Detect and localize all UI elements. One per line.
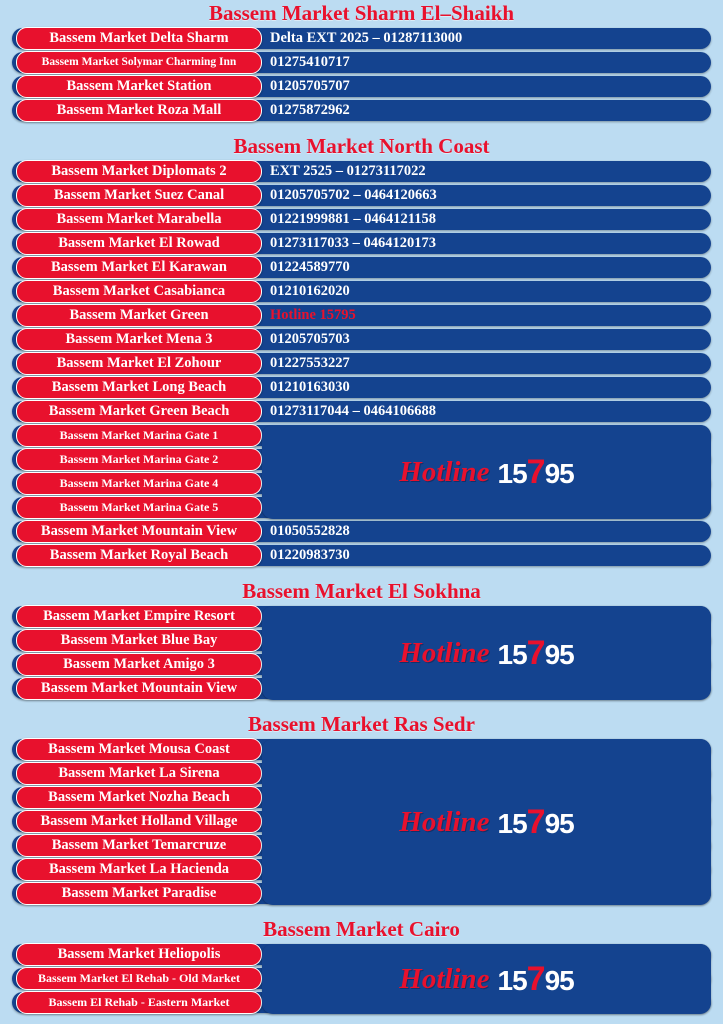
section-sharm-el-shaikh — [0, 0, 723, 122]
branch-row[interactable] — [0, 51, 723, 74]
branch-name-tag[interactable]: Bassem Market Marina Gate 5 — [16, 496, 262, 519]
branch-phone: 01273117033 – 0464120173 — [270, 235, 436, 251]
branch-name-tag[interactable]: Bassem Market Nozha Beach — [16, 786, 262, 809]
branch-phone: 01221999881 – 0464121158 — [270, 211, 436, 227]
hotline-word: Hotline — [399, 962, 490, 995]
branch-row[interactable] — [0, 184, 723, 207]
section-rows — [0, 160, 723, 567]
branch-name-tag[interactable]: Bassem Market Mena 3 — [16, 328, 262, 351]
hotline-seven: 7 — [526, 452, 545, 491]
branch-name-tag[interactable]: Bassem Market Mountain View — [16, 677, 262, 700]
hotline-seven: 7 — [526, 633, 545, 672]
branch-phone: 01224589770 — [270, 259, 350, 275]
branch-name-tag[interactable]: Bassem Market Blue Bay — [16, 629, 262, 652]
branch-name-tag[interactable]: Bassem El Rehab - Eastern Market — [16, 991, 262, 1014]
hotline-suffix: 95 — [544, 807, 574, 839]
branch-name-tag[interactable]: Bassem Market Paradise — [16, 882, 262, 905]
branch-row[interactable] — [0, 400, 723, 423]
hotline-prefix: 15 — [497, 964, 527, 996]
hotline-suffix: 95 — [544, 964, 574, 996]
hotline-number — [498, 803, 574, 842]
branch-row[interactable] — [0, 256, 723, 279]
branch-name-tag[interactable]: Bassem Market Solymar Charming Inn — [16, 51, 262, 74]
branch-name-tag[interactable]: Bassem Market Marabella — [16, 208, 262, 231]
hotline-banner — [262, 944, 711, 1014]
branch-row[interactable] — [0, 352, 723, 375]
branch-name-tag[interactable]: Bassem Market Royal Beach — [16, 544, 262, 567]
section-spacer — [0, 701, 723, 711]
hotline-number — [498, 634, 574, 673]
branch-row[interactable] — [0, 376, 723, 399]
branch-row[interactable] — [0, 232, 723, 255]
branch-phone: 01275872962 — [270, 102, 350, 118]
branch-name-tag[interactable]: Bassem Market Mousa Coast — [16, 738, 262, 761]
branch-phone: 01205705702 – 0464120663 — [270, 187, 437, 203]
section-cairo — [0, 916, 723, 1014]
hotline-banner — [262, 606, 711, 700]
section-ras-sedr — [0, 711, 723, 905]
branch-row[interactable] — [0, 160, 723, 183]
section-title: Bassem Market North Coast — [233, 134, 490, 158]
section-rows — [0, 738, 723, 905]
branch-row[interactable] — [0, 328, 723, 351]
branch-phone: 01050552828 — [270, 523, 350, 539]
branch-name-tag[interactable]: Bassem Market Mountain View — [16, 520, 262, 543]
hotline-number — [498, 960, 574, 999]
section-spacer — [0, 123, 723, 133]
hotline-suffix: 95 — [544, 457, 574, 489]
section-rows — [0, 27, 723, 122]
section-title: Bassem Market El Sokhna — [242, 579, 481, 603]
hotline-banner — [262, 739, 711, 905]
hotline-suffix: 95 — [544, 638, 574, 670]
branch-phone: 01220983730 — [270, 547, 350, 563]
branch-name-tag[interactable]: Bassem Market Holland Village — [16, 810, 262, 833]
section-title: Bassem Market Cairo — [263, 917, 460, 941]
branch-phone: 01205705703 — [270, 331, 350, 347]
branch-name-tag[interactable]: Bassem Market El Rehab - Old Market — [16, 967, 262, 990]
hotline-word: Hotline — [399, 805, 490, 838]
branch-name-tag[interactable]: Bassem Market La Hacienda — [16, 858, 262, 881]
hotline-banner — [262, 425, 711, 519]
branch-row[interactable] — [0, 27, 723, 50]
branch-row[interactable] — [0, 280, 723, 303]
branch-name-tag[interactable]: Bassem Market Green Beach — [16, 400, 262, 423]
branch-row[interactable] — [0, 208, 723, 231]
hotline-number — [498, 453, 574, 492]
branch-phone: 01227553227 — [270, 355, 350, 371]
branch-name-tag[interactable]: Bassem Market Temarcruze — [16, 834, 262, 857]
branch-name-tag[interactable]: Bassem Market Heliopolis — [16, 943, 262, 966]
branch-name-tag[interactable]: Bassem Market Amigo 3 — [16, 653, 262, 676]
branch-name-tag[interactable]: Bassem Market Roza Mall — [16, 99, 262, 122]
hotline-word: Hotline — [399, 455, 490, 488]
section-spacer — [0, 568, 723, 578]
section-title: Bassem Market Sharm El–Shaikh — [208, 1, 515, 25]
section-rows — [0, 943, 723, 1014]
branch-name-tag[interactable]: Bassem Market Marina Gate 1 — [16, 424, 262, 447]
branch-name-tag[interactable]: Bassem Market Suez Canal — [16, 184, 262, 207]
branch-row[interactable] — [0, 544, 723, 567]
branch-name-tag[interactable]: Bassem Market Station — [16, 75, 262, 98]
branch-name-tag[interactable]: Bassem Market Green — [16, 304, 262, 327]
section-north-coast — [0, 133, 723, 567]
branch-phone: 01273117044 – 0464106688 — [270, 403, 436, 419]
section-rows — [0, 605, 723, 700]
branch-row[interactable] — [0, 520, 723, 543]
branch-phone: 01210162020 — [270, 283, 350, 299]
branch-name-tag[interactable]: Bassem Market Empire Resort — [16, 605, 262, 628]
branch-row[interactable] — [0, 75, 723, 98]
hotline-prefix: 15 — [497, 807, 527, 839]
branch-name-tag[interactable]: Bassem Market Delta Sharm — [16, 27, 262, 50]
branch-name-tag[interactable]: Bassem Market Casabianca — [16, 280, 262, 303]
branch-phone: 01275410717 — [270, 54, 350, 70]
section-title: Bassem Market Ras Sedr — [248, 712, 475, 736]
section-spacer — [0, 906, 723, 916]
hotline-prefix: 15 — [497, 457, 527, 489]
branch-row[interactable] — [0, 99, 723, 122]
branch-name-tag[interactable]: Bassem Market El Rowad — [16, 232, 262, 255]
hotline-word: Hotline — [399, 636, 490, 669]
branch-name-tag[interactable]: Bassem Market El Karawan — [16, 256, 262, 279]
branch-row[interactable] — [0, 304, 723, 327]
hotline-prefix: 15 — [497, 638, 527, 670]
branch-name-tag[interactable]: Bassem Market El Zohour — [16, 352, 262, 375]
branch-name-tag[interactable]: Bassem Market Diplomats 2 — [16, 160, 262, 183]
branch-phone: 01205705707 — [270, 78, 350, 94]
branch-name-tag[interactable]: Bassem Market Marina Gate 4 — [16, 472, 262, 495]
hotline-seven: 7 — [526, 959, 545, 998]
hotline-seven: 7 — [526, 802, 545, 841]
section-el-sokhna — [0, 578, 723, 700]
branch-phone: EXT 2525 – 01273117022 — [270, 163, 426, 179]
branch-phone: Hotline 15795 — [270, 307, 356, 323]
branch-name-tag[interactable]: Bassem Market La Sirena — [16, 762, 262, 785]
branch-phone: 01210163030 — [270, 379, 350, 395]
branch-phone: Delta EXT 2025 – 01287113000 — [270, 30, 463, 46]
branch-name-tag[interactable]: Bassem Market Long Beach — [16, 376, 262, 399]
branch-name-tag[interactable]: Bassem Market Marina Gate 2 — [16, 448, 262, 471]
